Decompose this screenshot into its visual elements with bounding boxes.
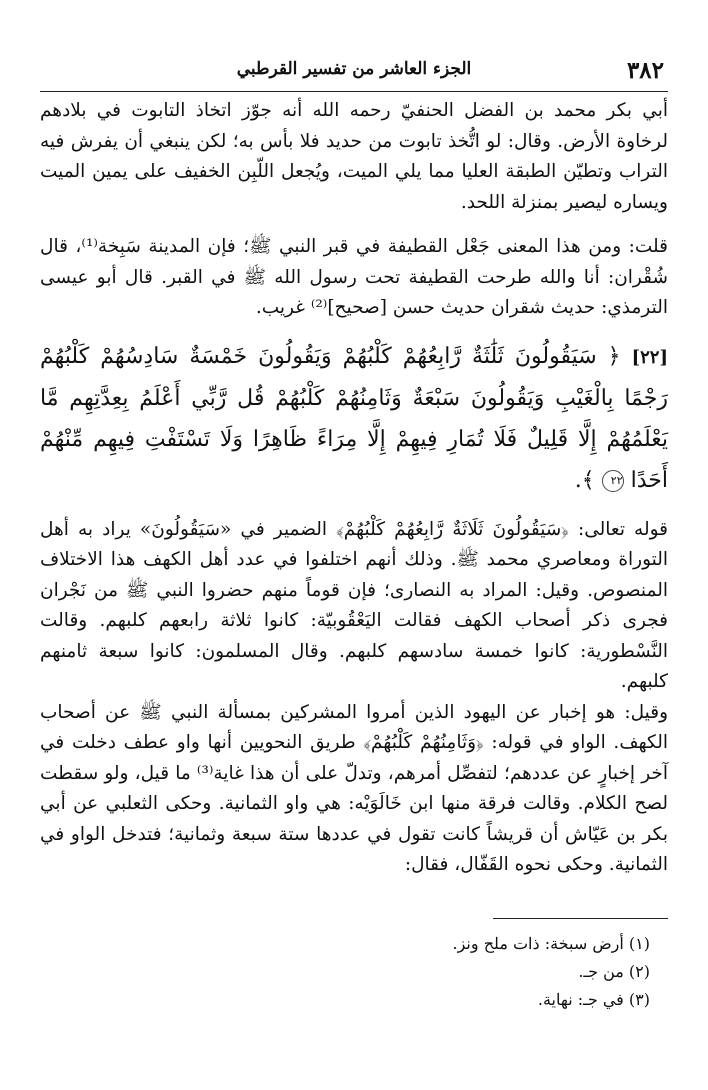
footnotes (40, 930, 650, 1014)
verse-text: ﴿ سَيَقُولُونَ ثَلَٰثَةٌ رَّابِعُهُمْ كَلْبُهُمْ وَيَقُولُونَ خَمْسَةٌ سَادِسُهُمْ كَلْبُهُمْ رَجْمًا بِالْغَيْبِ وَيَقُولُونَ سَبْعَةٌ وَثَامِنُهُمْ كَلْبُهُمْ قُل رَّبِّي أَعْلَمُ بِعِدَّتِهِم مَّا يَعْلَمُهُمْ إِلَّا قَلِيلٌ فَلَا تُمَارِ فِيهِمْ إِلَّا مِرَاءً ظَاهِرًا وَلَا تَسْتَفْتِ فِيهِم مِّنْهُمْ أَحَدًا (40, 343, 668, 493)
page-header (40, 55, 668, 92)
verse-close: ﴾. (574, 467, 595, 493)
running-title: الجزء العاشر من تفسير القرطبي (236, 59, 472, 79)
footnote-divider (493, 918, 668, 919)
footnote-2: (٢) من جـ. (578, 962, 650, 981)
verse-end-marker: ٢٢ (602, 470, 624, 492)
paragraph-commentary-1: قوله تعالى: ﴿سَيَقُولُونَ ثَلَاثَةٌ رَّابِعُهُمْ كَلْبُهُمْ﴾ الضمير في «سَيَقُولُونَ» يراد به أهل التوراة ومعاصري محمد ﷺ. وذلك أنهم اختلفوا في عدد أهل الكهف هذا الاختلاف المنصوص. وقيل: المراد به النصارى؛ فإن قوماً منهم حضروا النبي ﷺ من نَجْران فجرى ذكر أصحاب الكهف فقالت اليَعْقُوبيّة: كانوا ثلاثة رابعهم كلبهم. وقالت النَّسْطورية: كانوا خمسة سادسهم كلبهم. وقال المسلمون: كانوا سبعة ثامنهم كلبهم. (40, 518, 668, 692)
paragraph-qatifa: قلت: ومن هذا المعنى جَعْل القطيفة في قبر النبي ﷺ؛ فإن المدينة سَبِخة⁽¹⁾، قال شُقْران: أنا والله طرحت القطيفة تحت رسول الله ﷺ في القبر. قال أبو عيسى الترمذي: حديث شقران حديث حسن [صحيح]⁽²⁾ غريب. (40, 236, 668, 318)
page-number: ٣٨٢ (626, 57, 664, 84)
footnote-1: (١) أرض سبخة: ذات ملح ونز. (452, 934, 650, 953)
verse-number: [٢٢] (631, 346, 668, 368)
main-text (40, 96, 668, 881)
footnote-3: (٣) في جـ: نهاية. (537, 990, 650, 1009)
quran-verse (40, 336, 668, 501)
paragraph-coffin: أبي بكر محمد بن الفضل الحنفيّ رحمه الله أنه جوّز اتخاذ التابوت في بلادهم لرخاوة الأرض. وقال: لو اتُّخذ تابوت من حديد فلا بأس به؛ لكن ينبغي أن يفرش فيه التراب وتطيّن الطبقة العليا مما يلي الميت، ويُجعل اللّبِن الخفيف على يمين الميت ويساره ليصير بمنزلة اللحد. (40, 100, 668, 213)
paragraph-commentary-2: وقيل: هو إخبار عن اليهود الذين أمروا المشركين بمسألة النبي ﷺ عن أصحاب الكهف. الواو في قوله: ﴿وَثَامِنُهُمْ كَلْبُهُمْ﴾ طريق النحويين أنها واو عطف دخلت في آخر إخبارٍ عن عددهم؛ لتفصِّل أمرهم، وتدلّ على أن هذا غاية⁽³⁾ ما قيل، ولو سقطت لصح الكلام. وقالت فرقة منها ابن خَالَوَيْه: هي واو الثمانية. وحكى الثعلبي عن أبي بكر بن عَيّاش أن قريشاً كانت تقول في عددها ستة سبعة وثمانية؛ فتدخل الواو في الثمانية. وحكى نحوه القَفّال، فقال: (40, 701, 668, 875)
